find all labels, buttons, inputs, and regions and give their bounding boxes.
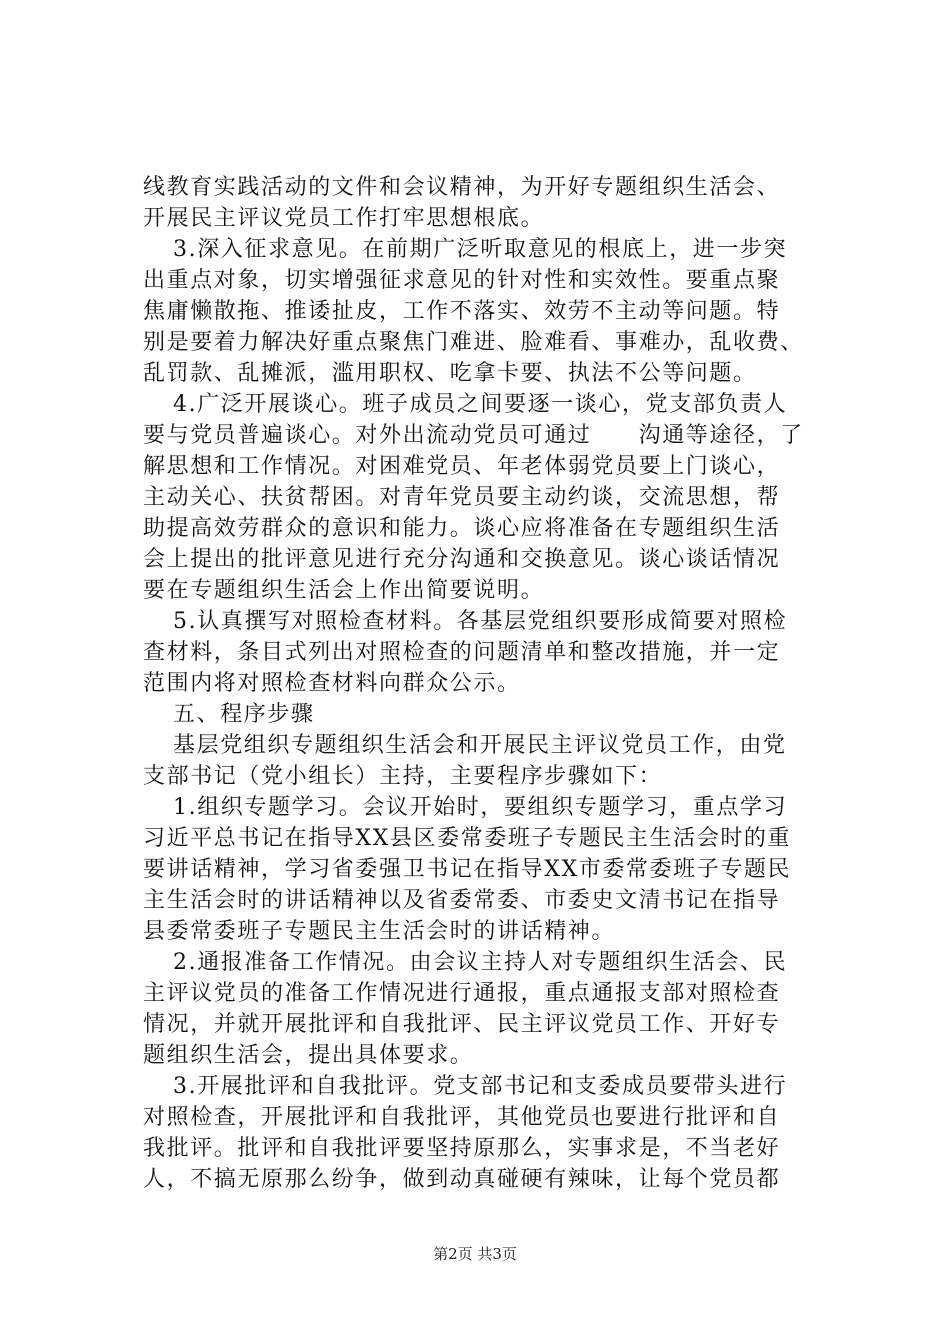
text-line: 助提高效劳群众的意识和能力。谈心应将准备在专题组织生活 (143, 516, 781, 541)
text-line: 4.广泛开展谈心。班子成员之间要逐一谈心，党支部负责人 (173, 392, 788, 417)
text-line: 乱罚款、乱摊派，滥用职权、吃拿卡要、执法不公等问题。 (143, 361, 757, 386)
text-line: 人，不搞无原那么纷争，做到动真碰硬有辣味，让每个党员都 (143, 1167, 781, 1192)
text-line: 解思想和工作情况。对困难党员、年老体弱党员要上门谈心， (143, 454, 781, 479)
section-heading: 五、程序步骤 (173, 702, 315, 727)
text-line: 主动关心、扶贫帮困。对青年党员要主动约谈，交流思想，帮 (143, 485, 781, 510)
text-line: 基层党组织专题组织生活会和开展民主评议党员工作，由党 (173, 733, 787, 758)
text-line: 2.通报准备工作情况。由会议主持人对专题组织生活会、民 (173, 950, 788, 975)
text-line: 会上提出的批评意见进行充分沟通和交换意见。谈心谈话情况 (143, 547, 781, 572)
text-line: 习近平总书记在指导XX县区委常委班子专题民主生活会时的重 (143, 826, 792, 851)
text-line: 1.组织专题学习。会议开始时，要组织专题学习，重点学习 (173, 795, 788, 820)
text-line: 焦庸懒散拖、推诿扯皮，工作不落实、效劳不主动等问题。特 (143, 299, 781, 324)
text-line: 3.深入征求意见。在前期广泛听取意见的根底上，进一步突 (173, 237, 788, 262)
text-line: 县委常委班子专题民主生活会时的讲话精神。 (143, 919, 616, 944)
text-line: 要与党员普遍谈心。对外出流动党员可通过 沟通等途径，了 (143, 423, 804, 448)
text-line: 别是要着力解决好重点聚焦门难进、脸难看、事难办，乱收费、 (143, 330, 804, 355)
text-line: 查材料，条目式列出对照检查的问题清单和整改措施，并一定 (143, 640, 781, 665)
text-line: 对照检查，开展批评和自我批评，其他党员也要进行批评和自 (143, 1105, 781, 1130)
text-line: 要讲话精神，学习省委强卫书记在指导XX市委常委班子专题民 (143, 857, 792, 882)
text-line: 3.开展批评和自我批评。党支部书记和支委成员要带头进行 (173, 1074, 788, 1099)
text-line: 情况，并就开展批评和自我批评、民主评议党员工作、开好专 (143, 1012, 781, 1037)
body-text (143, 172, 833, 1195)
text-line: 主生活会时的讲话精神以及省委常委、市委史文清书记在指导 (143, 888, 781, 913)
text-line: 出重点对象，切实增强征求意见的针对性和实效性。要重点聚 (143, 268, 781, 293)
text-line: 开展民主评议党员工作打牢思想根底。 (143, 206, 545, 231)
text-line: 题组织生活会，提出具体要求。 (143, 1043, 474, 1068)
text-line: 我批评。批评和自我批评要坚持原那么，实事求是，不当老好 (143, 1136, 781, 1161)
page-number-footer: 第2页 共3页 (433, 1245, 517, 1263)
text-line: 要在专题组织生活会上作出简要说明。 (143, 578, 545, 603)
text-line: 范围内将对照检查材料向群众公示。 (143, 671, 521, 696)
text-line: 5.认真撰写对照检查材料。各基层党组织要形成简要对照检 (173, 609, 788, 634)
text-line: 线教育实践活动的文件和会议精神，为开好专题组织生活会、 (143, 175, 781, 200)
text-line: 主评议党员的准备工作情况进行通报，重点通报支部对照检查 (143, 981, 781, 1006)
text-line: 支部书记（党小组长）主持，主要程序步骤如下： (143, 764, 663, 789)
